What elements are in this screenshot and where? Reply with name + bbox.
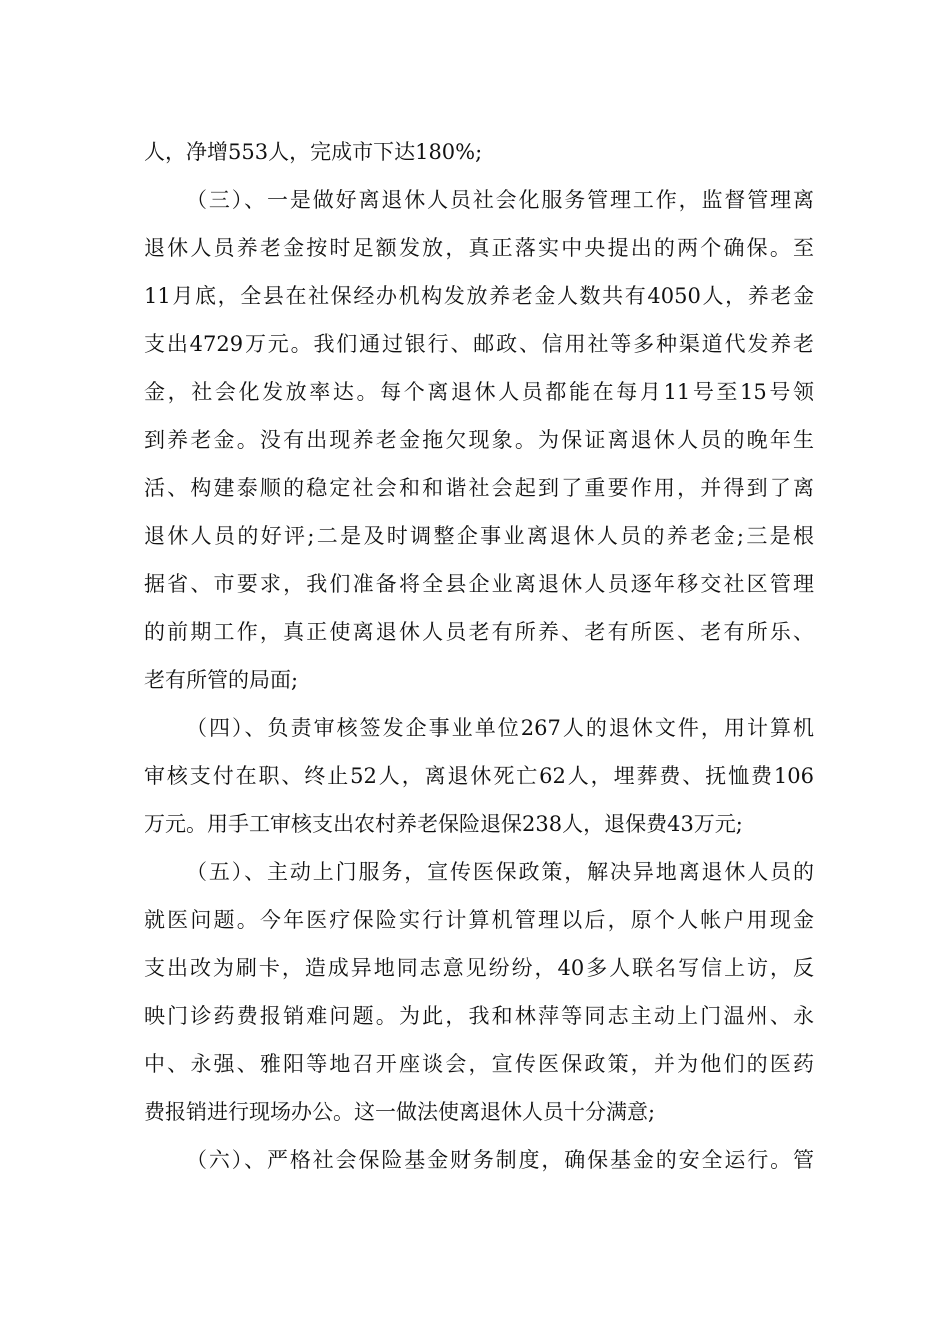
text-line: 就医问题。今年医疗保险实行计算机管理以后，原个人帐户用现金 xyxy=(144,908,814,932)
text-line: 映门诊药费报销难问题。为此，我和林萍等同志主动上门温州、永 xyxy=(144,1004,814,1028)
text-line: 活、构建泰顺的稳定社会和和谐社会起到了重要作用，并得到了离 xyxy=(144,476,814,500)
text-line: 11月底，全县在社保经办机构发放养老金人数共有4050人，养老金 xyxy=(144,284,814,308)
text-line: 的前期工作，真正使离退休人员老有所养、老有所医、老有所乐、 xyxy=(144,620,814,644)
text-line: 金，社会化发放率达。每个离退休人员都能在每月11号至15号领 xyxy=(144,380,814,404)
paragraph-start-line: （三）、一是做好离退休人员社会化服务管理工作，监督管理离 xyxy=(186,188,814,212)
text-line: 老有所管的局面; xyxy=(144,668,299,692)
text-line: 支出4729万元。我们通过银行、邮政、信用社等多种渠道代发养老 xyxy=(144,332,814,356)
text-line: 人，净增553人，完成市下达180%; xyxy=(144,140,483,164)
text-line: 万元。用手工审核支出农村养老保险退保238人，退保费43万元; xyxy=(144,812,743,836)
paragraph-start-line: （六）、严格社会保险基金财务制度，确保基金的安全运行。管 xyxy=(186,1148,814,1172)
text-line: 退休人员养老金按时足额发放，真正落实中央提出的两个确保。至 xyxy=(144,236,814,260)
text-line: 审核支付在职、终止52人，离退休死亡62人，埋葬费、抚恤费106 xyxy=(144,764,814,788)
text-line: 到养老金。没有出现养老金拖欠现象。为保证离退休人员的晚年生 xyxy=(144,428,814,452)
text-line: 支出改为刷卡，造成异地同志意见纷纷，40多人联名写信上访，反 xyxy=(144,956,814,980)
paragraph-start-line: （五）、主动上门服务，宣传医保政策，解决异地离退休人员的 xyxy=(186,860,814,884)
text-line: 中、永强、雅阳等地召开座谈会，宣传医保政策，并为他们的医药 xyxy=(144,1052,814,1076)
text-line: 据省、市要求，我们准备将全县企业离退休人员逐年移交社区管理 xyxy=(144,572,814,596)
paragraph-start-line: （四）、负责审核签发企事业单位267人的退休文件，用计算机 xyxy=(186,716,814,740)
text-line: 退休人员的好评;二是及时调整企事业离退休人员的养老金;三是根 xyxy=(144,524,814,548)
text-line: 费报销进行现场办公。这一做法使离退休人员十分满意; xyxy=(144,1100,656,1124)
